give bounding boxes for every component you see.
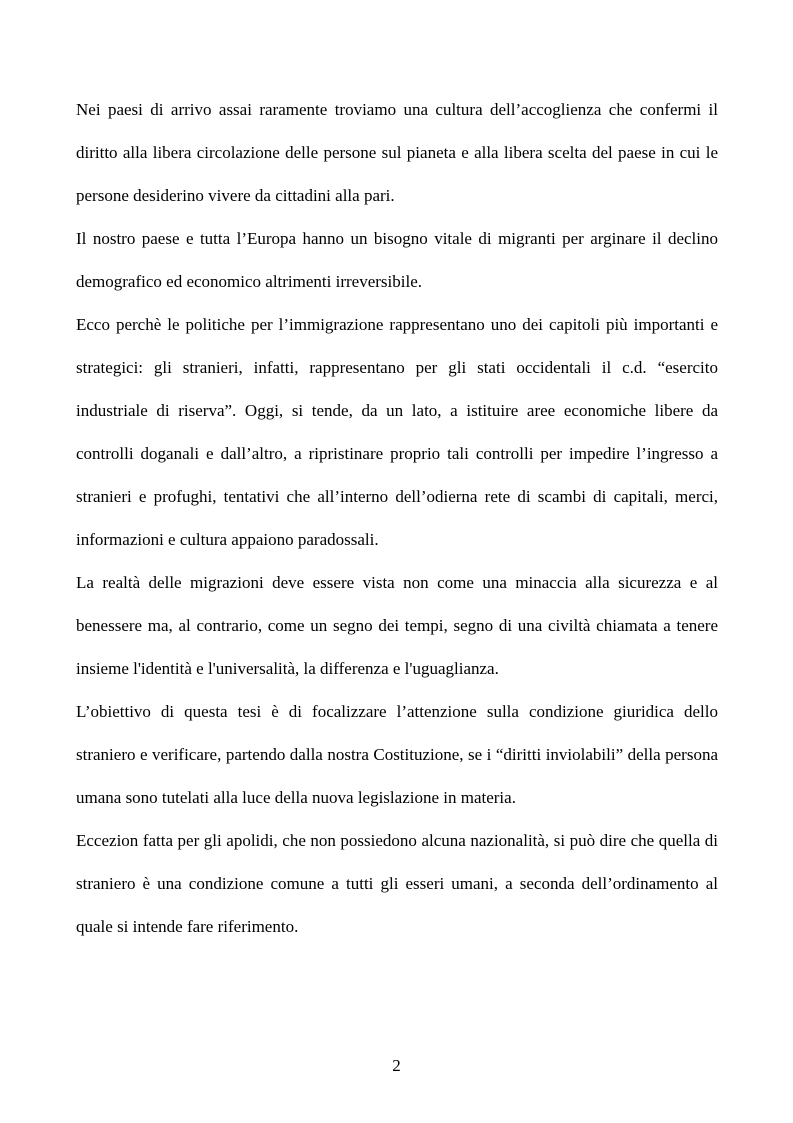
body-text xyxy=(76,88,718,948)
paragraph-3: Ecco perchè le politiche per l’immigrazione rappresentano uno dei capitoli più importanti e strategici: gli stranieri, infatti, rappresentano per gli stati occidentali il c.d. “esercito industriale di riserva”. Oggi, si tende, da un lato, a istituire aree economiche libere da controlli doganali e dall’altro, a ripristinare proprio tali controlli per impedire l’ingresso a stranieri e profughi, tentativi che all’interno dell’odierna rete di scambi di capitali, merci, informazioni e cultura appaiono paradossali. xyxy=(76,315,718,549)
paragraph-4: La realtà delle migrazioni deve essere vista non come una minaccia alla sicurezza e al benessere ma, al contrario, come un segno dei tempi, segno di una civiltà chiamata a tenere insieme l'identità e l'universalità, la differenza e l'uguaglianza. xyxy=(76,573,718,678)
paragraph-5: L’obiettivo di questa tesi è di focalizzare l’attenzione sulla condizione giuridica dello straniero e verificare, partendo dalla nostra Costituzione, se i “diritti inviolabili” della persona umana sono tutelati alla luce della nuova legislazione in materia. xyxy=(76,702,718,807)
paragraph-6: Eccezion fatta per gli apolidi, che non possiedono alcuna nazionalità, si può dire che quella di straniero è una condizione comune a tutti gli esseri umani, a seconda dell’ordinamento al quale si intende fare riferimento. xyxy=(76,831,718,936)
page-number: 2 xyxy=(392,1056,401,1075)
paragraph-1: Nei paesi di arrivo assai raramente troviamo una cultura dell’accoglienza che confermi il diritto alla libera circolazione delle persone sul pianeta e alla libera scelta del paese in cui le persone desiderino vivere da cittadini alla pari. xyxy=(76,100,718,205)
paragraph-2: Il nostro paese e tutta l’Europa hanno un bisogno vitale di migranti per arginare il declino demografico ed economico altrimenti irreversibile. xyxy=(76,229,718,291)
